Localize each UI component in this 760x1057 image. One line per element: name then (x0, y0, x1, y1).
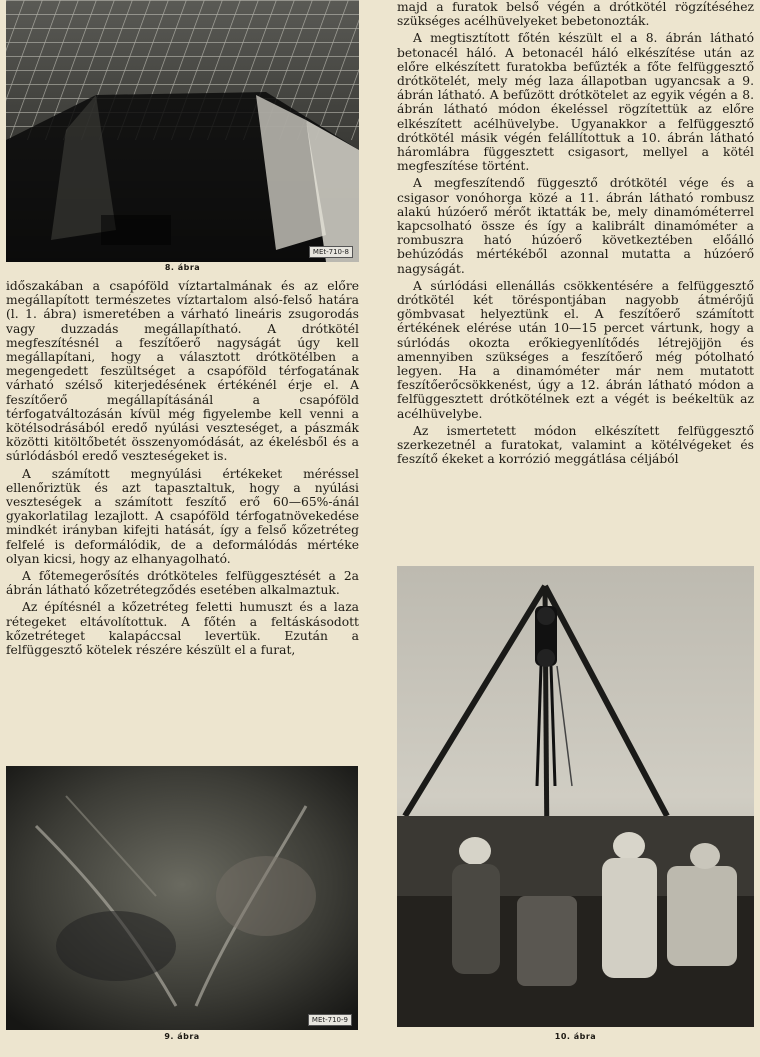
figure-8-caption: 8. ábra (164, 263, 201, 272)
paragraph: A megtisztított főtén készült el a 8. ábrán látható betonacél háló. A betonacél háló elkészítése után az előre elkészített furatokba befűzték a főte felfüggesztő drótkötelét, mely még laza állapotban ugyancsak a 9. ábrán látható. A befűzött drótkötelet az egyik végén a 8. ábrán látható módon ékeléssel rögzítettük az előre elkészített acélhüvelybe. Ugyanakkor a felfüggesztő drótkötél másik végén felállítottuk a 10. ábrán látható háromlábra függesztett csigasort, mellyel a kötél megfeszítése történt. (397, 31, 754, 174)
rock-ceiling-cables-image (6, 766, 358, 1030)
mine-ceiling-mesh-image (6, 0, 359, 262)
figure-9-photo (6, 766, 358, 1030)
figure-8-photo (6, 0, 359, 262)
paragraph: majd a furatok belső végén a drótkötél rögzítéséhez szükséges acélhüvelyeket bebetonozták. (397, 0, 754, 29)
figure-8-stamp: MEt-710-8 (309, 246, 353, 258)
left-column-text (6, 279, 359, 660)
paragraph: Az építésnél a kőzetréteg feletti humuszt és a laza rétegeket eltávolítottuk. A főtén a feltáskásodott kőzetréteget kalapáccsal levertük. Ezután a felfüggesztő kötelek részére készült el a furat, (6, 600, 359, 658)
paragraph: Az ismertetett módon elkészített felfüggesztő szerkezetnél a furatokat, valamint a kötélvégeket és feszítő ékeket a korrózió meggátlása céljából (397, 423, 754, 467)
figure-9-stamp: MEt-710-9 (308, 1014, 352, 1026)
figure-9-caption: 9. ábra (164, 1032, 200, 1041)
paragraph: időszakában a csapóföld víztartalmának és az előre megállapított természetes víztartalom alsó-felső határa (l. 1. ábra) ismeretében a várható lineáris zsugorodás vagy duzzadás megállapítható. A drótkötél megfeszítésnél a feszítőerő nagyságát úgy kell megállapítani, hogy a választott drótkötélben a megengedett feszültséget a csapóföld térfogatának várható szélső kiterjedésének értékénél érje el. A feszítőerő megállapításánál a csapóföld térfogatváltozásán kívül még figyelembe kell venni a kötélsodrásából eredő nyúlási veszteséget, a pászmák közötti kitöltőbetét összenyomódását, az ékelésből és a súrlódásból eredő veszteségeket is. (6, 279, 359, 464)
right-column-text (397, 0, 754, 470)
tripod-pulley-workers-image (397, 566, 754, 1027)
paragraph: A megfeszítendő függesztő drótkötél vége és a csigasor vonóhorga közé a 11. ábrán látható rombusz alakú húzóerő mérőt iktatták be, mely dinamóméterrel kapcsolható össze és így a kalibrált dinamóméter a rombuszra ható húzóerő következtében előálló behúzódás mértékéből azonnal mutatta a húzóerő nagyságát. (397, 176, 754, 276)
paragraph: A számított megnyúlási értékeket méréssel ellenőriztük és azt tapasztaltuk, hogy a nyúlási veszteségek a számított feszítő erő 60—65%-ánál gyakorlatilag lezajlott. A csapóföld térfogatnövekedése mindkét irányban kifejti hatását, így a felső kőzetréteg felfelé is deformálódik, de a deformálódás mértéke olyan kicsi, hogy az elhanyagolható. (6, 466, 359, 566)
paragraph: A főtemegerősítés drótköteles felfüggesztését a 2a ábrán látható kőzetrétegződés esetében alkalmaztuk. (6, 569, 359, 598)
figure-10-caption: 10. ábra (554, 1032, 597, 1041)
paragraph: A súrlódási ellenállás csökkentésére a felfüggesztő drótkötél két töréspontjában nagyobb átmérőjű gömbvasat helyeztünk el. A feszítőerő számított értékének elérése után 10—15 percet vártunk, hogy a súrlódás okozta erőkiegyenlítődés létrejöjjön és amennyiben szükséges a feszítőerő még pótolható legyen. Ha a dinamóméter már nem mutatott feszítőerőcsökkenést, úgy a 12. ábrán látható módon a felfüggesztett drótkötélnek ezt a végét is beékeltük az acélhüvelybe. (397, 278, 754, 421)
figure-10-photo (397, 566, 754, 1027)
